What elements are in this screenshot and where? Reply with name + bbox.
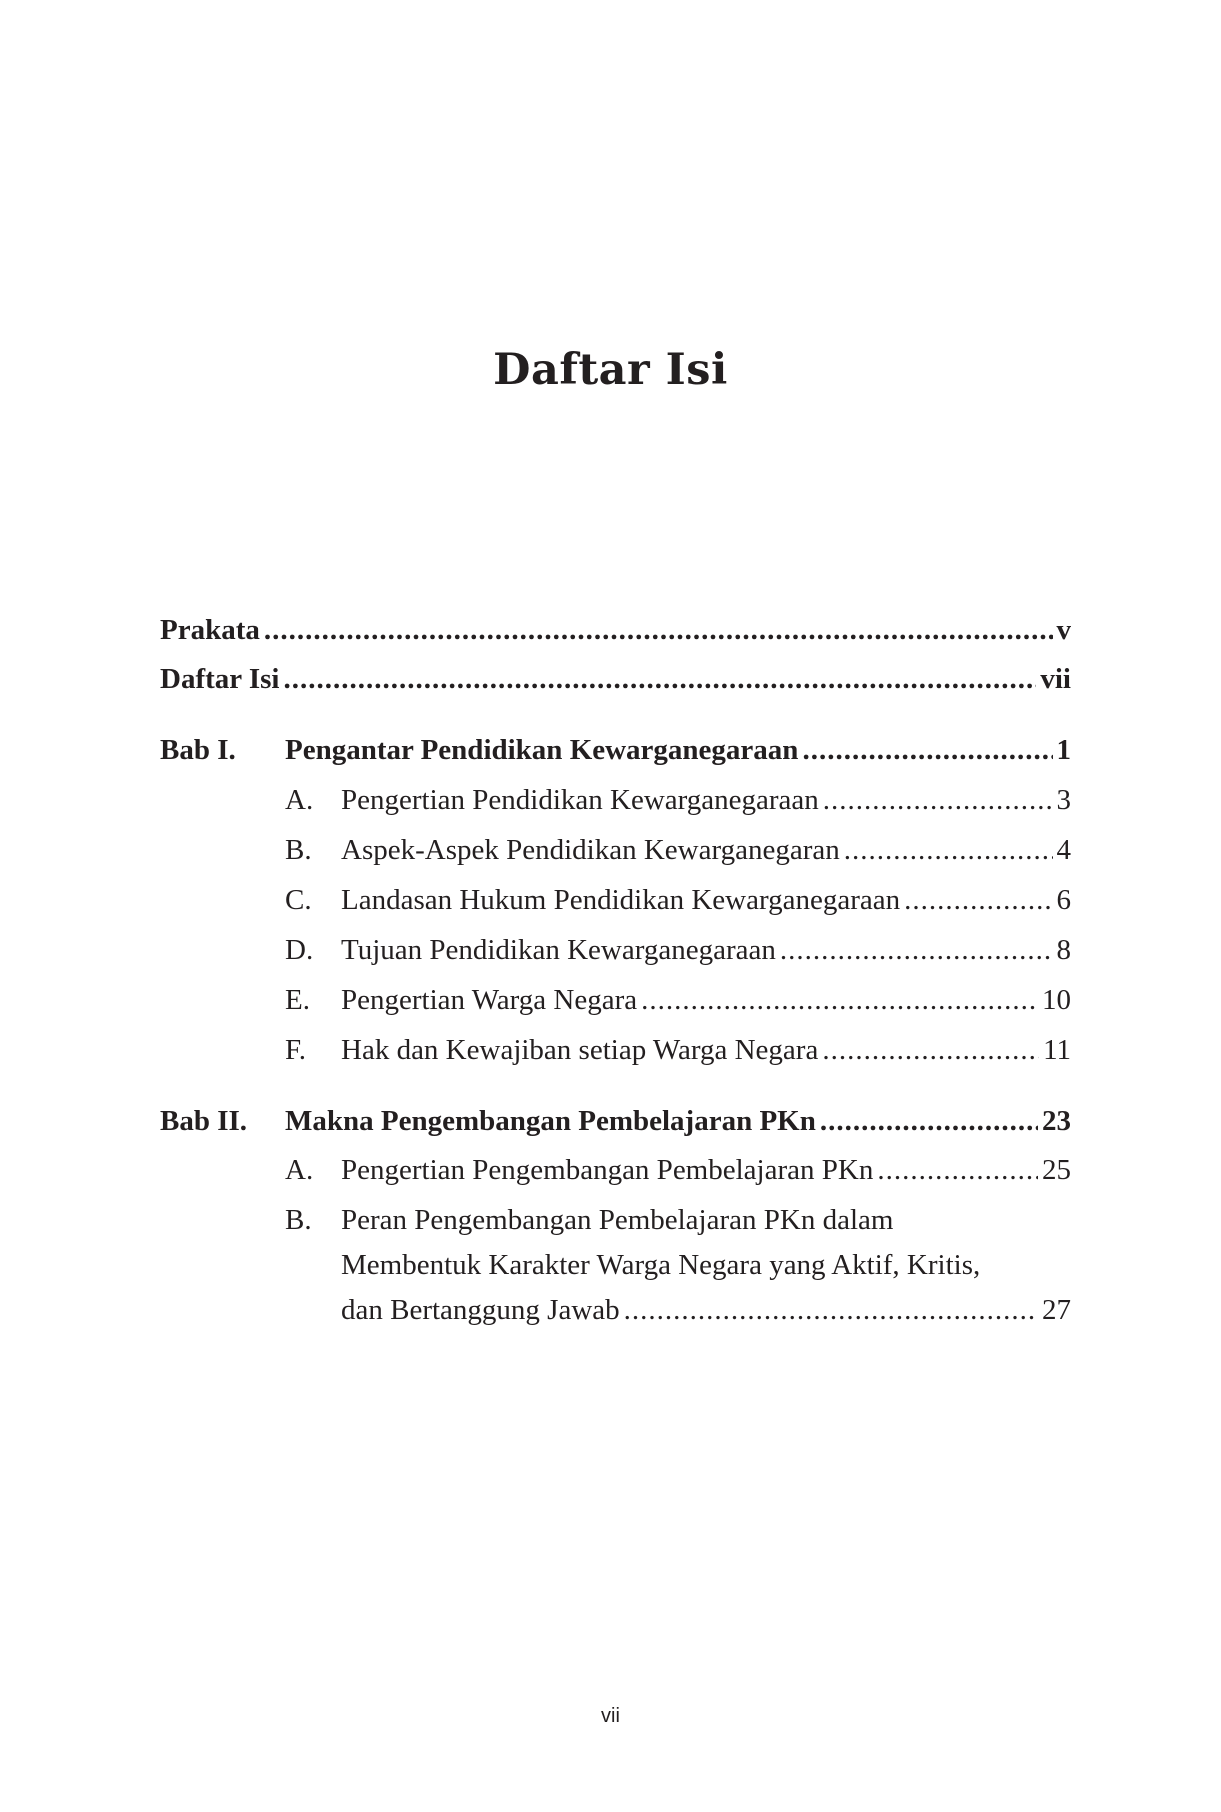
toc-page-number: 23 — [1042, 1105, 1071, 1137]
section-letter: B. — [285, 1204, 312, 1236]
section-title: Hak dan Kewajiban setiap Warga Negara — [341, 1034, 819, 1066]
section-letter: C. — [285, 884, 312, 916]
dot-leader — [844, 832, 1053, 868]
chapter-title: Makna Pengembangan Pembelajaran PKn — [285, 1105, 816, 1137]
page-title: Daftar Isi — [493, 345, 728, 395]
toc-section-1a[interactable] — [341, 782, 1071, 818]
toc-page-number: 3 — [1056, 784, 1071, 816]
chapter-title: Pengantar Pendidikan Kewarganegaraan — [285, 734, 799, 766]
section-title-line[interactable]: Peran Pengembangan Pembelajaran PKn dalam — [341, 1204, 894, 1236]
section-title-line[interactable]: Membentuk Karakter Warga Negara yang Aktif, Kritis, — [341, 1249, 981, 1281]
section-title: Aspek-Aspek Pendidikan Kewarganegaran — [341, 834, 840, 866]
toc-page-number: v — [1056, 614, 1071, 646]
toc-entry-label: Prakata — [160, 614, 260, 646]
toc-page-number: 27 — [1042, 1294, 1071, 1326]
toc-chapter-2[interactable] — [285, 1103, 1071, 1139]
section-title: Landasan Hukum Pendidikan Kewarganegaraan — [341, 884, 901, 916]
section-title: Pengertian Warga Negara — [341, 984, 638, 1016]
toc-section-1e[interactable] — [341, 982, 1071, 1018]
toc-chapter-1[interactable] — [285, 732, 1071, 768]
toc-page-number: 1 — [1056, 734, 1071, 766]
dot-leader — [264, 612, 1053, 648]
page-folio: vii — [601, 1705, 620, 1727]
toc-section-1c[interactable] — [341, 882, 1071, 918]
dot-leader — [822, 1032, 1039, 1068]
toc-section-2a[interactable] — [341, 1152, 1071, 1188]
section-letter: A. — [285, 784, 314, 816]
toc-page-number: 25 — [1042, 1154, 1071, 1186]
toc-page-number: 8 — [1056, 934, 1071, 966]
section-letter: F. — [285, 1034, 307, 1066]
section-title: Tujuan Pendidikan Kewarganegaraan — [341, 934, 776, 966]
dot-leader — [904, 882, 1052, 918]
toc-section-1f[interactable] — [341, 1032, 1071, 1068]
toc-entry-daftar-isi[interactable] — [160, 661, 1071, 697]
dot-leader — [283, 661, 1036, 697]
dot-leader — [641, 982, 1038, 1018]
toc-section-1b[interactable] — [341, 832, 1071, 868]
section-letter: D. — [285, 934, 314, 966]
dot-leader — [823, 782, 1053, 818]
table-of-contents — [160, 0, 1071, 1700]
section-letter: E. — [285, 984, 310, 1016]
toc-entry-prakata[interactable] — [160, 612, 1071, 648]
chapter-number: Bab II. — [160, 1105, 248, 1137]
toc-section-2b[interactable] — [341, 1292, 1071, 1328]
dot-leader — [624, 1292, 1038, 1328]
section-title: Pengertian Pengembangan Pembelajaran PKn — [341, 1154, 874, 1186]
section-letter: B. — [285, 834, 312, 866]
dot-leader — [802, 732, 1052, 768]
dot-leader — [877, 1152, 1038, 1188]
section-title: Pengertian Pendidikan Kewarganegaraan — [341, 784, 819, 816]
chapter-number: Bab I. — [160, 734, 236, 766]
toc-section-1d[interactable] — [341, 932, 1071, 968]
toc-page-number: 11 — [1043, 1034, 1071, 1066]
toc-page-number: 4 — [1056, 834, 1071, 866]
dot-leader — [780, 932, 1053, 968]
toc-entry-label: Daftar Isi — [160, 663, 280, 695]
toc-page-number: 10 — [1042, 984, 1071, 1016]
toc-page-number: vii — [1040, 663, 1071, 695]
section-title: dan Bertanggung Jawab — [341, 1294, 620, 1326]
dot-leader — [820, 1103, 1038, 1139]
toc-page-number: 6 — [1056, 884, 1071, 916]
section-letter: A. — [285, 1154, 314, 1186]
